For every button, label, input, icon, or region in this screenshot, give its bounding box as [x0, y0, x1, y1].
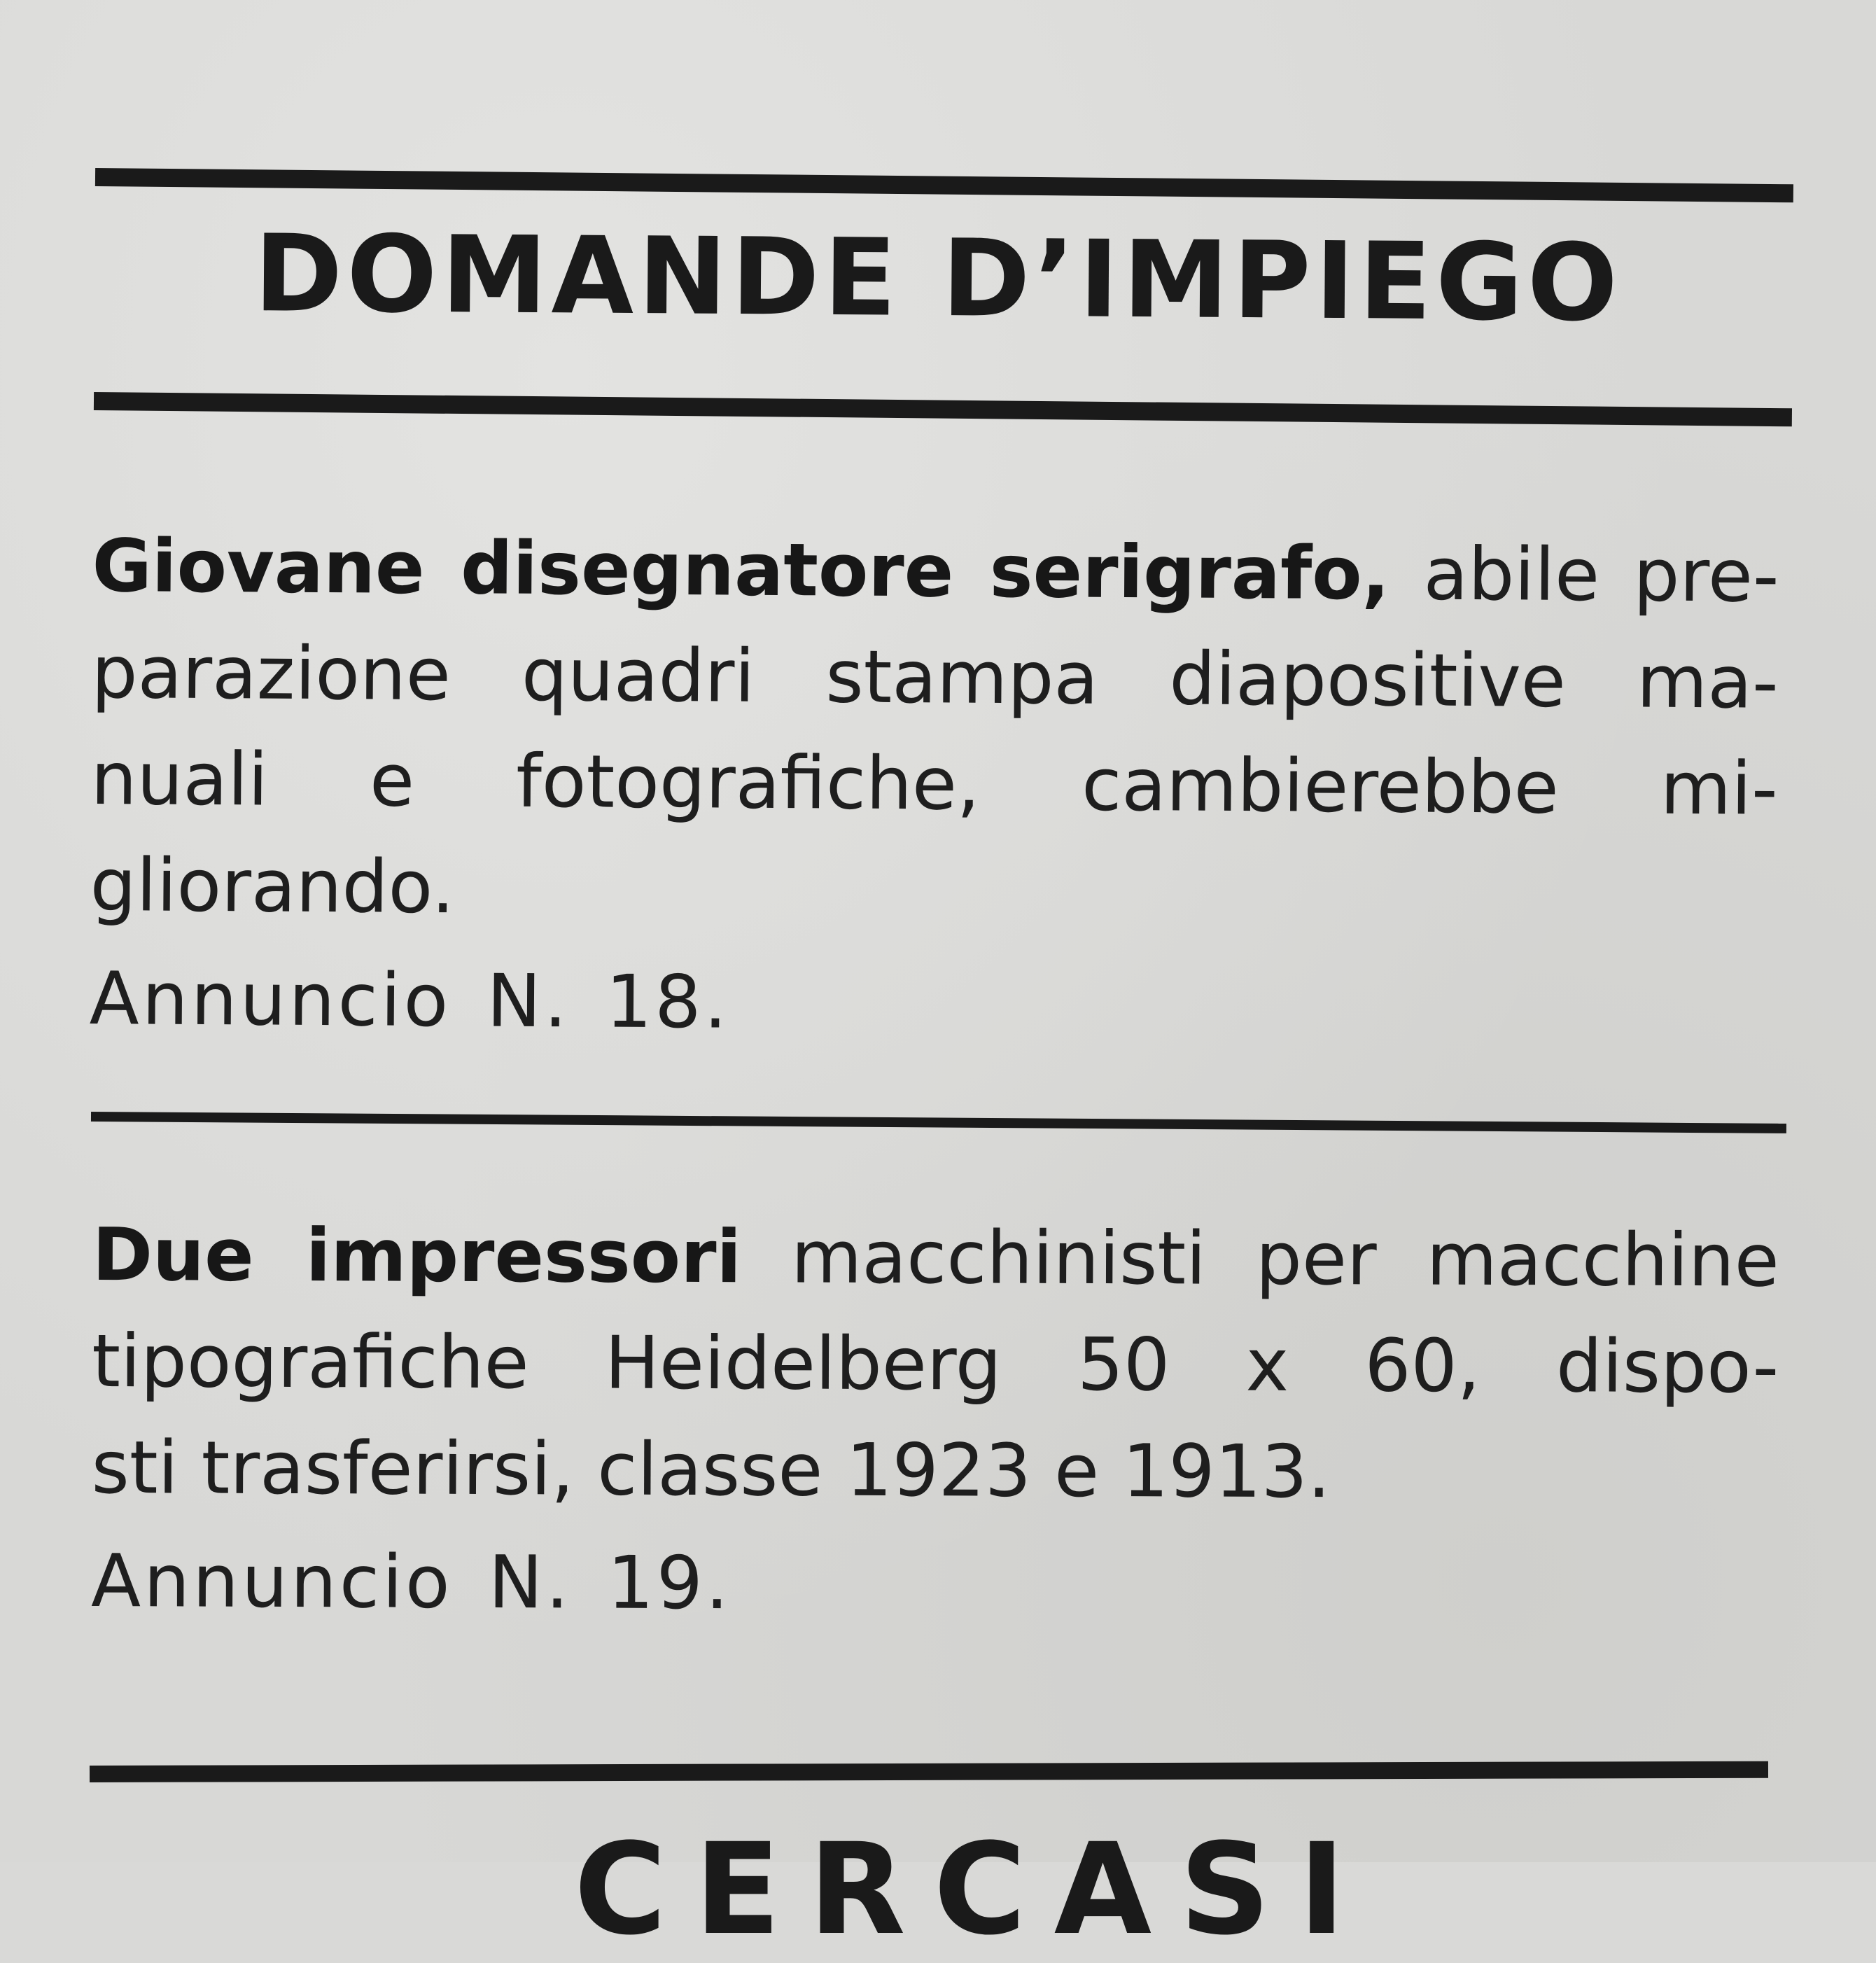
- ad-line: parazione quadri stampa diapositive ma-: [91, 629, 1779, 725]
- next-section-heading-cropped: CERCASI: [574, 1817, 1373, 1963]
- section-heading: DOMANDE D’IMPIEGO: [253, 211, 1623, 345]
- ad-line: [92, 512, 1779, 629]
- ad-bold-lead: Due impressori: [92, 1211, 742, 1300]
- ad-line: gliorando.: [90, 841, 455, 930]
- classified-ad-18: [89, 512, 1779, 1062]
- ad-line: tipografiche Heidelberg 50 x 60, dispo-: [91, 1318, 1779, 1410]
- ad-number: Annuncio N. 18.: [89, 955, 730, 1045]
- classified-ad-19: [91, 1201, 1779, 1640]
- ad-bold-lead: Giovane disegnatore serigrafo,: [92, 522, 1390, 617]
- ad-line-text: abile pre-: [1389, 531, 1779, 619]
- ad-line-text: macchinisti per macchine: [741, 1214, 1779, 1304]
- ad-line: nuali e fotografiche, cambierebbe mi-: [90, 735, 1779, 832]
- ad-number: Annuncio N. 19.: [90, 1537, 732, 1626]
- ad-line: [92, 1201, 1779, 1313]
- ad-line: sti trasferirsi, classe 1923 e 1913.: [91, 1424, 1331, 1515]
